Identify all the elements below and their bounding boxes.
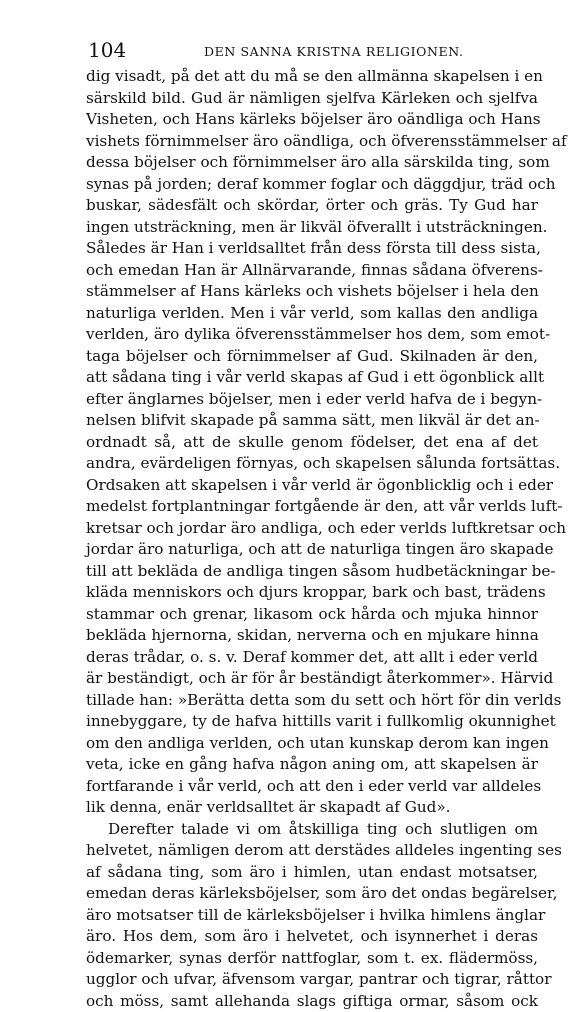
text-line: och emedan Han är Allnärvarande, finnas sådana öfverens-	[86, 260, 538, 282]
text-line: till att bekläda de andliga tingen såsom hudbetäckningar be-	[86, 561, 538, 583]
text-line: veta, icke en gång hafva någon aning om, att skapelsen är	[86, 754, 538, 776]
text-line: synas på jorden; deraf kommer foglar och däggdjur, träd och	[86, 174, 538, 196]
body-text	[86, 66, 538, 1012]
text-line: efter änglarnes böjelser, men i eder verld hafva de i begyn-	[86, 389, 538, 411]
text-line: och möss, samt allehanda slags giftiga ormar, såsom ock	[86, 991, 538, 1012]
text-line: ingen utsträckning, men är likväl öfverallt i utsträckningen.	[86, 217, 538, 239]
text-line: emedan deras kärleksböjelser, som äro det ondas begärelser,	[86, 883, 538, 905]
text-line: stämmelser af Hans kärleks och vishets böjelser i hela den	[86, 281, 538, 303]
text-line: innebyggare, ty de hafva hittills varit i fullkomlig okunnighet	[86, 711, 538, 733]
text-line: lik denna, enär verldsalltet är skapadt af Gud».	[86, 797, 538, 819]
text-line: Visheten, och Hans kärleks böjelser äro oändliga och Hans	[86, 109, 538, 131]
text-line: jordar äro naturliga, och att de naturliga tingen äro skapade	[86, 539, 538, 561]
text-line: ordnadt så, att de skulle genom födelser, det ena af det	[86, 432, 538, 454]
text-line: är beständigt, och är för år beständigt återkommer». Härvid	[86, 668, 538, 690]
text-line: kläda menniskors och djurs kroppar, bark och bast, trädens	[86, 582, 538, 604]
text-line: att sådana ting i vår verld skapas af Gud i ett ögonblick allt	[86, 367, 538, 389]
running-head: DEN SANNA KRISTNA RELIGIONEN.	[204, 44, 464, 60]
text-line: äro. Hos dem, som äro i helvetet, och isynnerhet i deras	[86, 926, 538, 948]
text-line: deras trådar, o. s. v. Deraf kommer det, att allt i eder verld	[86, 647, 538, 669]
text-line: Således är Han i verldsalltet från dess första till dess sista,	[86, 238, 538, 260]
text-line: tillade han: »Berätta detta som du sett och hört för din verlds	[86, 690, 538, 712]
text-line: nelsen blifvit skapade på samma sätt, men likväl är det an-	[86, 410, 538, 432]
text-line: buskar, sädesfält och skördar, örter och gräs. Ty Gud har	[86, 195, 538, 217]
page-header	[0, 38, 584, 62]
text-line: medelst fortplantningar fortgående är den, att vår verlds luft-	[86, 496, 538, 518]
text-line: fortfarande i vår verld, och att den i eder verld var alldeles	[86, 776, 538, 798]
text-line: verlden, äro dylika öfverensstämmelser hos dem, som emot-	[86, 324, 538, 346]
text-line: om den andliga verlden, och utan kunskap derom kan ingen	[86, 733, 538, 755]
text-line: helvetet, nämligen derom att derstädes alldeles ingenting ses	[86, 840, 538, 862]
text-line: Ordsaken att skapelsen i vår verld är ögonblicklig och i eder	[86, 475, 538, 497]
text-line: af sådana ting, som äro i himlen, utan endast motsatser,	[86, 862, 538, 884]
text-line: särskild bild. Gud är nämligen sjelfva Kärleken och sjelfva	[86, 88, 538, 110]
text-line: dig visadt, på det att du må se den allmänna skapelsen i en	[86, 66, 538, 88]
page-number: 104	[88, 38, 126, 62]
text-line: dessa böjelser och förnimmelser äro alla särskilda ting, som	[86, 152, 538, 174]
text-line: ödemarker, synas derför nattfoglar, som t. ex. flädermöss,	[86, 948, 538, 970]
text-line: andra, evärdeligen förnyas, och skapelsen sålunda fortsättas.	[86, 453, 538, 475]
text-line: bekläda hjernorna, skidan, nerverna och en mjukare hinna	[86, 625, 538, 647]
text-line: naturliga verlden. Men i vår verld, som kallas den andliga	[86, 303, 538, 325]
text-line: kretsar och jordar äro andliga, och eder verlds luftkretsar och	[86, 518, 538, 540]
text-line: taga böjelser och förnimmelser af Gud. Skilnaden är den,	[86, 346, 538, 368]
text-line: stammar och grenar, likasom ock hårda och mjuka hinnor	[86, 604, 538, 626]
text-line: ugglor och ufvar, äfvensom vargar, pantrar och tigrar, råttor	[86, 969, 538, 991]
text-line: äro motsatser till de kärleksböjelser i hvilka himlens änglar	[86, 905, 538, 927]
text-line: vishets förnimmelser äro oändliga, och öfverensstämmelser af	[86, 131, 538, 153]
text-line: Derefter talade vi om åtskilliga ting och slutligen om	[86, 819, 538, 841]
